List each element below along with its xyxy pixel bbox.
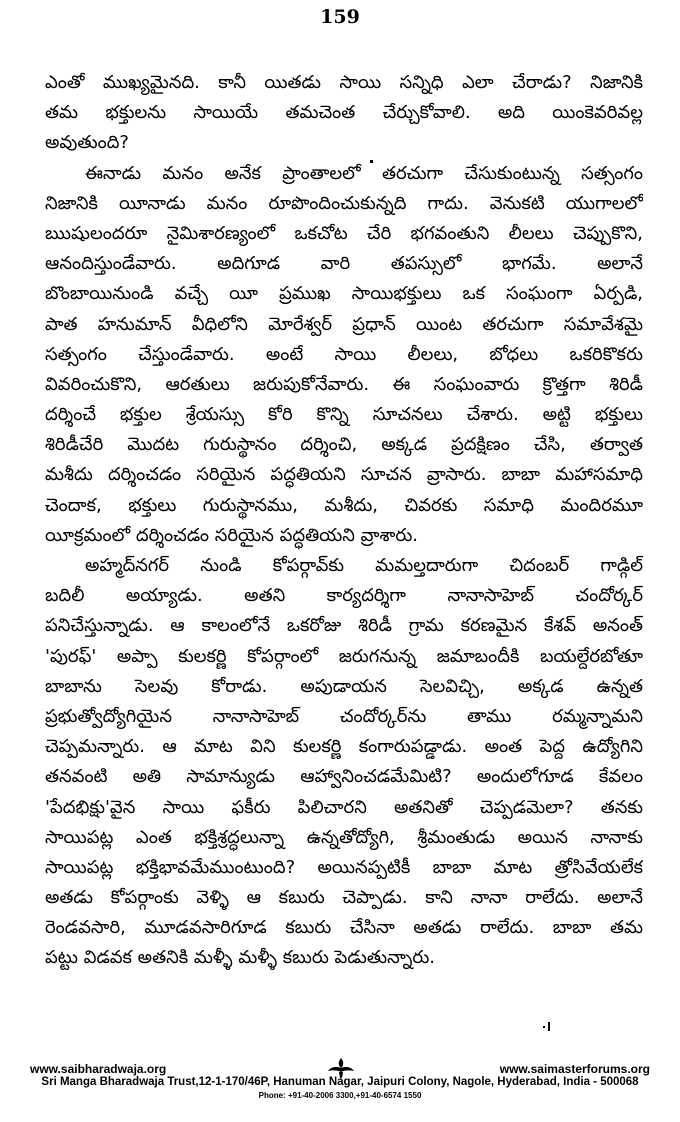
text-line: 'పురఫ్' అప్పా కులకర్ణి కోపర్గాంలో జరుగనున్న జమాబందీకి బయల్దేరబోతూ <box>45 645 643 667</box>
scan-speck <box>548 1022 550 1031</box>
scan-speck <box>543 1026 545 1028</box>
text-line: ఆనందిస్తుండేవారు. అదిగూడ వారి తపస్సులో భాగమే. అలానే <box>45 253 643 275</box>
text-line: మశీదు దర్శించడం సరియైన పద్ధతియని సూచన వ్రాసారు. బాబా మహాసమాధి <box>45 464 643 486</box>
text-line: చెందాక, భక్తులు గురుస్థానము, మశీదు, చివరకు సమాధి మందిరమూ <box>45 494 643 516</box>
text-line: సాయిపట్ల భక్తిభావమేముంటుంది? అయినప్పటికీ బాబా మాట త్రోసివేయలేక <box>45 856 643 878</box>
text-line: వివరించుకొని, ఆరతులు జరుపుకోనేవారు. ఈ సంఘంవారు క్రొత్తగా శిరిడీ <box>45 373 643 395</box>
text-line: నిజానికి యీనాడు మనం రూపొందించుకున్నది గాదు. వెనుకటి యుగాలలో <box>45 192 643 214</box>
footer-phone: Phone: +91-40-2006 3300,+91-40-6574 1550 <box>258 1091 422 1100</box>
footer-address: Sri Manga Bharadwaja Trust,12-1-170/46P, Hanuman Nagar, Jaipuri Colony, Nagole, Hyderabad, India - 500068 <box>41 1076 639 1088</box>
page-footer <box>30 1062 650 1117</box>
text-line: దర్శించే భక్తుల శ్రేయస్సు కోరి కొన్ని సూచనలు చేశారు. అట్టి భక్తులు <box>45 404 643 426</box>
scan-speck <box>370 160 373 163</box>
text-line: తమ భక్తులను సాయియే తమచెంత చేర్చుకోవాలి. అది యింకెవరివల్ల <box>45 102 643 124</box>
text-line: అహ్మద్‌నగర్ నుండి కోపర్గావ్‌కు మమల్తదారుగా చిదంబర్ గాడ్గిల్ <box>85 555 643 576</box>
text-line: పాత హనుమాన్ వీధిలోని మోరేశ్వర్ ప్రధాన్ యింట తరచుగా సమావేశమై <box>45 313 643 335</box>
document-text <box>45 68 643 1053</box>
text-line: ఋషులందరూ నైమిశారణ్యంలో ఒకచోట చేరి భగవంతుని లీలలు చెప్పుకొని, <box>45 222 643 244</box>
text-line: ఈనాడు మనం అనేక ప్రాంతాలలో తరచుగా చేసుకుంటున్న సత్సంగం <box>85 162 643 184</box>
text-line: చెప్పమన్నారు. ఆ మాట విని కులకర్ణి కంగారుపడ్డాడు. అంత పెద్ద ఉద్యోగిని <box>45 736 643 758</box>
text-line: అతడు కోపర్గాంకు వెళ్ళి ఆ కబురు చెప్పాడు. కాని నానా రాలేదు. అలానే <box>45 887 643 909</box>
text-line: పట్టు విడవక అతనికి మళ్ళీ మళ్ళీ కబురు పెడుతున్నారు. <box>45 947 436 969</box>
text-line: బదిలీ అయ్యాడు. అతని కార్యదర్శిగా నానాసాహెబ్ చందోర్కర్ <box>45 585 643 607</box>
text-line: సాయిపట్ల ఎంత భక్తిశ్రద్ధలున్నా ఉన్నతోద్యోగి, శ్రీమంతుడు అయిన నానాకు <box>45 826 643 848</box>
text-line: పనిచేస్తున్నాడు. ఆ కాలంలోనే ఒకరోజు శిరిడీ గ్రామ కరణమైన కేశవ్ అనంత్ <box>45 615 643 637</box>
text-line: సత్సంగం చేస్తుండేవారు. అంటే సాయి లీలలు, బోధలు ఒకరికొకరు <box>45 343 643 365</box>
footer-forum-link[interactable]: www.saimasterforums.org <box>499 1062 650 1076</box>
footer-website-link[interactable]: www.saibharadwaja.org <box>30 1062 167 1076</box>
text-line: శిరిడీచేరి మొదట గురుస్థానం దర్శించి, అక్కడ ప్రదక్షిణం చేసి, తర్వాత <box>45 434 643 456</box>
page-number: 159 <box>320 6 360 28</box>
text-line: అవుతుంది? <box>45 132 129 154</box>
text-line: ఎంతో ముఖ్యమైనది. కానీ యితడు సాయి సన్నిధి ఎలా చేరాడు? నిజానికి <box>45 72 643 93</box>
text-line: బొంబాయినుండి వచ్చే యీ ప్రముఖ సాయిభక్తులు ఒక సంఘంగా ఏర్పడి, <box>45 283 643 305</box>
text-line: రెండవసారి, మూడవసారిగూడ కబురు చేసినా అతడు రాలేదు. బాబా తమ <box>45 917 643 939</box>
text-line: యీక్రమంలో దర్శించడం సరియైన పద్ధతియని వ్రాశారు. <box>45 524 419 546</box>
text-line: బాబాను సెలవు కోరాడు. అపుడాయన సెలవిచ్చి, అక్కడ ఉన్నత <box>45 675 643 697</box>
text-line: ప్రభుత్వోద్యోగియైన నానాసాహెబ్ చందోర్కర్‌ను తాము రమ్మన్నామని <box>45 705 643 727</box>
text-line: తనవంటి అతి సామాన్యుడు ఆహ్వానించడమేమిటి? అందులోగూడ కేవలం <box>45 766 643 788</box>
text-line: 'పేదభిక్షు'వైన సాయి ఫకీరు పిలిచారని అతనితో చెప్పడమెలా? తనకు <box>45 796 643 818</box>
